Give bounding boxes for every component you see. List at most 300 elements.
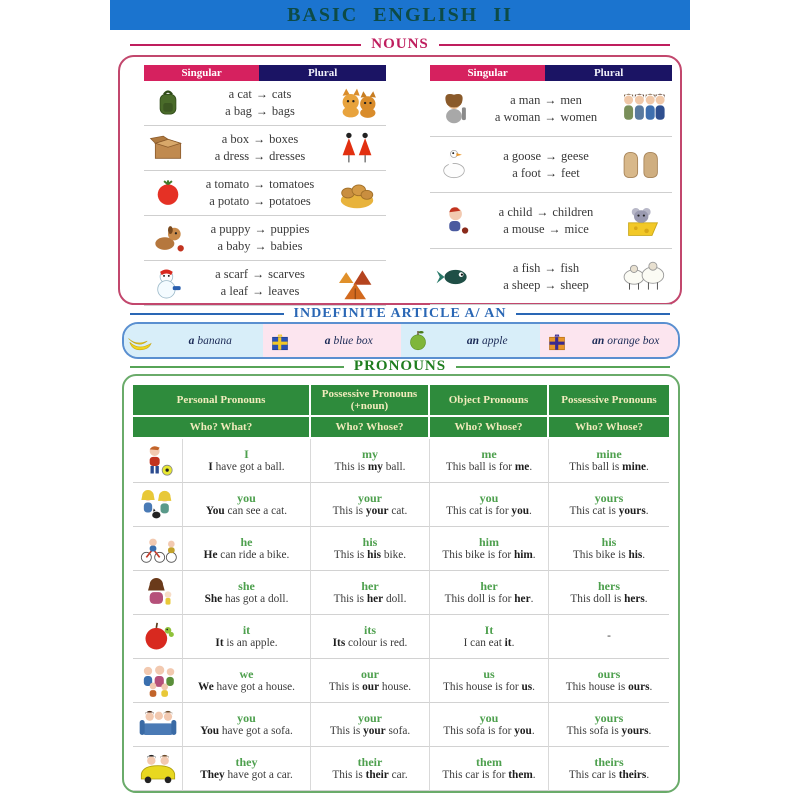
pronoun-cell [430, 615, 549, 659]
arrow-icon: → [545, 165, 558, 180]
boys-on-bikes-icon [138, 531, 178, 567]
noun-pair [225, 104, 295, 119]
arrow-icon: → [253, 132, 266, 146]
noun-pairs [478, 205, 614, 237]
pronoun-sentence [607, 630, 611, 643]
pronoun-cell [183, 703, 311, 747]
sentence-pre: This is [332, 769, 366, 781]
singular-word: a bag [225, 104, 252, 118]
pronoun-sentence [443, 681, 535, 694]
pronoun-cell [430, 439, 549, 483]
pronoun-sentence [446, 461, 532, 474]
noun-pair [211, 222, 310, 237]
pronoun-cell [183, 659, 311, 703]
noun-pair [229, 87, 292, 102]
pronoun-row-icon-cell [133, 747, 183, 791]
pronoun-sentence [204, 549, 290, 562]
sentence-bold: you [511, 505, 530, 517]
singular-word: a cat [228, 87, 252, 101]
sentence-pre: This house is [565, 681, 629, 693]
arrow-icon: → [252, 267, 265, 281]
noun-pairs [192, 267, 328, 299]
sentence-bold: Its [332, 637, 346, 649]
pronoun-sentence [442, 769, 535, 782]
pronoun-row-icon-cell [133, 527, 183, 571]
noun-row [144, 216, 386, 261]
pronoun-word: him [478, 535, 499, 549]
pronoun-cell [430, 747, 549, 791]
sentence-pre: This cat is for [446, 505, 512, 517]
plural-word: geese [561, 148, 589, 163]
singular-header: Singular [144, 65, 259, 81]
two-feet-icon [614, 147, 672, 183]
sentence-post: car. [388, 769, 408, 781]
sentence-pre: This ball is [569, 461, 623, 473]
sentence-post: . [644, 593, 648, 605]
noun-pairs [192, 87, 328, 119]
arrow-icon: → [255, 104, 268, 118]
puppy-icon [144, 220, 192, 256]
pronoun-cell [311, 659, 430, 703]
noun-pairs [478, 149, 614, 181]
noun-row [430, 249, 672, 305]
pronoun-word: you [479, 711, 499, 725]
plural-word: potatoes [269, 194, 311, 208]
arrow-icon: → [253, 177, 266, 191]
pronoun-row-icon-cell [133, 439, 183, 483]
pronoun-column-question: Who? Whose? [430, 417, 549, 439]
pronoun-cell [183, 747, 311, 791]
sentence-bold: his [628, 549, 643, 561]
nouns-box [118, 55, 682, 305]
singular-word: a baby [217, 239, 251, 253]
pronoun-sentence [200, 725, 293, 738]
sentence-bold: They [200, 769, 225, 781]
pronoun-row-icon-cell [133, 659, 183, 703]
sentence-bold: her [366, 593, 384, 605]
sentence-pre: This sofa is [566, 725, 622, 737]
pronoun-word: mine [596, 447, 622, 461]
sentence-pre: This ball is for [445, 461, 515, 473]
article-item [401, 324, 540, 357]
pronoun-row-icon-cell [133, 483, 183, 527]
pronoun-sentence [333, 637, 408, 650]
sentence-bold: yours [618, 505, 646, 517]
plural-word: tomatoes [269, 177, 315, 191]
sentence-bold: him [513, 549, 533, 561]
sentence-post: . [646, 769, 650, 781]
arrow-icon: → [252, 284, 265, 298]
singular-word: a box [221, 132, 250, 146]
noun-row [144, 261, 386, 306]
autumn-leaves-icon [328, 265, 386, 301]
nouns-table-right-header [430, 65, 672, 81]
sentence-bold: theirs [618, 769, 647, 781]
arrow-icon: → [536, 204, 549, 219]
sentence-bold: your [363, 725, 386, 737]
pronoun-sentence [446, 505, 532, 518]
pronoun-cell [549, 747, 669, 791]
singular-word: a potato [209, 194, 250, 208]
pronoun-cell [183, 571, 311, 615]
pronoun-word: they [235, 755, 258, 769]
pronoun-cell [549, 571, 669, 615]
singular-word: a puppy [210, 222, 251, 236]
pronoun-sentence [569, 505, 648, 518]
sentence-bold: You [205, 505, 225, 517]
sentence-post: . [645, 505, 649, 517]
child-icon [430, 203, 478, 239]
noun-pair [499, 205, 594, 220]
page-title: BASIC ENGLISH II [287, 3, 513, 26]
pronoun-row-icon-cell [133, 703, 183, 747]
pronoun-sentence [335, 461, 406, 474]
pronoun-sentence [445, 593, 534, 606]
sentence-pre: This cat is [569, 505, 619, 517]
nouns-table-right-rows [430, 81, 672, 305]
pronoun-word: his [362, 535, 378, 549]
pronoun-sentence [334, 549, 406, 562]
pronoun-column-question: Who? Whose? [549, 417, 669, 439]
article-noun: banana [197, 334, 232, 347]
arrow-icon: → [254, 222, 267, 236]
pronoun-word: yours [594, 491, 624, 505]
pronoun-cell [430, 483, 549, 527]
pronoun-sentence [464, 637, 515, 650]
plural-word: leaves [268, 284, 300, 298]
blue-gift-box-icon [263, 323, 297, 359]
sentence-post: . [642, 549, 646, 561]
noun-pairs [192, 222, 328, 254]
mouse-cheese-icon [614, 203, 672, 239]
sentence-post: ball. [382, 461, 406, 473]
article-label [435, 335, 540, 347]
two-cats-icon [328, 85, 386, 121]
sentence-pre: This is [334, 461, 368, 473]
pronoun-sentence [215, 637, 277, 650]
pronoun-word: them [476, 755, 502, 769]
sentence-pre: This car is for [442, 769, 509, 781]
pronoun-word: it [242, 623, 251, 637]
pronoun-word: I [244, 447, 249, 461]
pronoun-word: theirs [594, 755, 624, 769]
noun-pair [513, 261, 579, 276]
people-in-car-icon [138, 751, 178, 787]
nouns-table-right [430, 65, 672, 305]
sentence-bold: You [200, 725, 220, 737]
sentence-bold: She [204, 593, 223, 605]
article-noun: apple [482, 334, 508, 347]
noun-pair [218, 239, 303, 254]
pronoun-sentence [573, 549, 645, 562]
sentence-bold: me [514, 461, 530, 473]
pronoun-cell [311, 571, 430, 615]
plural-word: scarves [268, 267, 305, 281]
sentence-bold: yours [621, 725, 649, 737]
singular-word: a leaf [220, 284, 249, 298]
plural-word: babies [270, 239, 303, 253]
noun-pairs [192, 177, 328, 209]
article-noun: orange box [607, 334, 660, 347]
arrow-icon: → [545, 148, 558, 163]
orange-gift-box-icon [540, 323, 574, 359]
arrow-icon: → [255, 87, 268, 101]
sentence-post: have got a car. [224, 769, 293, 781]
article-label [297, 335, 402, 347]
sentence-post: . [532, 769, 536, 781]
column-title-text: Object Pronouns [448, 394, 529, 406]
sentence-post: have got a sofa. [219, 725, 293, 737]
family-icon [138, 663, 178, 699]
nouns-heading-label: NOUNS [371, 36, 429, 52]
caveman-icon [430, 91, 478, 127]
article-item [263, 324, 402, 357]
sentence-post: can see a cat. [224, 505, 288, 517]
sentence-post: has got a doll. [222, 593, 289, 605]
pronoun-sentence [330, 725, 410, 738]
noun-pair [495, 110, 597, 125]
sentence-post: . [532, 549, 536, 561]
pronoun-word: we [239, 667, 254, 681]
sentence-post: . [649, 681, 653, 693]
article-word: an [466, 334, 480, 347]
plural-word: men [560, 92, 582, 107]
pronoun-sentence [198, 681, 295, 694]
two-dresses-icon [328, 130, 386, 166]
pronouns-heading-label: PRONOUNS [353, 358, 447, 374]
sentence-post: . [532, 681, 535, 693]
pronoun-cell [311, 527, 430, 571]
plural-word: dresses [269, 149, 306, 163]
arrow-icon: → [544, 277, 557, 292]
sentence-post: have got a ball. [212, 461, 285, 473]
green-apple-icon [401, 323, 435, 359]
pronoun-sentence [569, 769, 649, 782]
pronoun-cell [430, 571, 549, 615]
sentence-post: cat. [388, 505, 408, 517]
sentence-post: colour is red. [345, 637, 408, 649]
article-strip [122, 322, 680, 359]
noun-pair [215, 267, 305, 282]
pronoun-cell [549, 439, 669, 483]
pronoun-sentence [570, 593, 647, 606]
sentence-bold: us [521, 681, 533, 693]
sentence-bold: her [514, 593, 531, 605]
pronoun-cell [430, 703, 549, 747]
potatoes-icon [328, 175, 386, 211]
pronoun-word: she [238, 579, 255, 593]
pronoun-row-icon-cell [133, 571, 183, 615]
article-heading [120, 306, 680, 322]
sentence-bold: my [367, 461, 383, 473]
title-banner [110, 0, 690, 30]
sentence-post: . [511, 637, 515, 649]
sentence-bold: their [365, 769, 389, 781]
pronoun-word: us [483, 667, 495, 681]
sentence-post: . [530, 593, 534, 605]
singular-word: a man [510, 92, 541, 107]
noun-row [430, 193, 672, 249]
fish-icon [430, 259, 478, 295]
pronoun-cell [183, 527, 311, 571]
arrow-icon: → [253, 194, 266, 208]
noun-pairs [192, 132, 328, 164]
noun-pair [209, 194, 311, 209]
noun-pair [221, 284, 300, 299]
pronoun-cell [549, 659, 669, 703]
pronoun-cell [311, 615, 430, 659]
tomato-icon [144, 175, 192, 211]
singular-word: a woman [494, 109, 541, 124]
bananas-icon [124, 323, 158, 359]
pronoun-word: your [358, 491, 382, 505]
sentence-pre: This doll is [570, 593, 625, 605]
singular-word: a sheep [503, 277, 541, 292]
pronoun-sentence [332, 769, 407, 782]
pronouns-body [133, 439, 669, 791]
noun-pair [503, 278, 589, 293]
arrow-icon: → [544, 92, 557, 107]
sentence-bold: ours [628, 681, 650, 693]
plural-word: bags [271, 104, 295, 118]
pronouns-header-titles [133, 385, 669, 417]
singular-word: a fish [512, 260, 541, 275]
plural-word: puppies [270, 222, 310, 236]
noun-pair [222, 132, 299, 147]
pronoun-cell [549, 615, 669, 659]
sentence-post: sofa. [385, 725, 411, 737]
plural-header: Plural [545, 65, 672, 81]
sentence-pre: This car is [568, 769, 619, 781]
noun-row [430, 137, 672, 193]
noun-pair [510, 93, 582, 108]
pronoun-column-question: Who? Whose? [311, 417, 430, 439]
sentence-pre: This is [333, 549, 368, 561]
sentence-post: is an apple. [223, 637, 278, 649]
sentence-post: . [646, 461, 649, 473]
column-title-text: Possessive Pronouns [321, 388, 418, 400]
sentence-post: have got a house. [213, 681, 295, 693]
column-title-text: Possessive Pronouns [561, 394, 657, 406]
sentence-pre: This house is for [443, 681, 522, 693]
pronoun-sentence [200, 769, 293, 782]
sentence-bold: you [514, 725, 532, 737]
pronoun-cell [183, 483, 311, 527]
singular-word: a goose [503, 148, 542, 163]
pronoun-cell [430, 527, 549, 571]
singular-word: a child [498, 204, 533, 219]
singular-header: Singular [430, 65, 545, 81]
noun-pair [503, 222, 589, 237]
pronoun-word: my [362, 447, 378, 461]
sentence-post: . [531, 725, 535, 737]
pronoun-column-title [133, 385, 311, 417]
pronoun-word: you [479, 491, 499, 505]
noun-pair [215, 149, 305, 164]
pronoun-sentence [206, 505, 287, 518]
pronoun-cell [549, 703, 669, 747]
pronoun-word: yours [594, 711, 624, 725]
pronoun-sentence [442, 549, 535, 562]
sentence-bold: our [362, 681, 380, 693]
pronoun-column-title [311, 385, 430, 417]
pronoun-cell [430, 659, 549, 703]
pronoun-word: It [484, 623, 494, 637]
pronoun-column-title [549, 385, 669, 417]
sentence-bold: your [365, 505, 389, 517]
pronouns-table [133, 385, 669, 791]
apple-with-worm-icon [138, 619, 178, 655]
pronoun-word: you [237, 491, 256, 505]
article-item [124, 324, 263, 357]
nouns-heading [120, 36, 680, 53]
family-on-sofa-icon [138, 707, 178, 743]
sentence-bold: We [198, 681, 214, 693]
pronoun-column-title [430, 385, 549, 417]
pronoun-row-icon-cell [133, 615, 183, 659]
sentence-pre: This is [333, 593, 367, 605]
sentence-bold: He [203, 549, 218, 561]
sentence-pre: This is [332, 505, 366, 517]
pronoun-sentence [208, 461, 284, 474]
pronoun-cell [311, 747, 430, 791]
pronoun-word: your [358, 711, 382, 725]
article-word: an [592, 334, 605, 347]
four-women-icon [614, 91, 672, 127]
singular-word: a scarf [215, 267, 249, 281]
pronouns-box [122, 374, 680, 793]
article-heading-label: INDEFINITE ARTICLE A/ AN [293, 306, 507, 321]
sentence-post: can ride a bike. [217, 549, 290, 561]
pronoun-word: me [481, 447, 497, 461]
pronoun-cell [311, 703, 430, 747]
noun-pair [503, 149, 589, 164]
pronoun-sentence [334, 593, 407, 606]
arrow-icon: → [548, 221, 561, 236]
article-item [540, 324, 679, 357]
noun-pairs [478, 261, 614, 293]
sentence-pre: This bike is for [442, 549, 514, 561]
pronoun-sentence [205, 593, 289, 606]
pronoun-word: he [240, 535, 253, 549]
pronoun-cell [183, 615, 311, 659]
singular-word: a mouse [503, 221, 545, 236]
sentence-post: doll. [383, 593, 407, 605]
nouns-table-left-header [144, 65, 386, 81]
column-title-extra: (+noun) [350, 400, 389, 412]
article-word: a [188, 334, 195, 347]
noun-row [144, 81, 386, 126]
backpack-icon [144, 85, 192, 121]
arrow-icon: → [544, 260, 557, 275]
girls-with-cat-icon [138, 487, 178, 523]
sentence-post: . [529, 461, 533, 473]
pronoun-word: our [361, 667, 379, 681]
sentence-bold: his [367, 549, 381, 561]
pronoun-word: ours [597, 667, 621, 681]
noun-row [144, 171, 386, 216]
pronoun-cell [311, 439, 430, 483]
pronoun-sentence [566, 681, 653, 694]
girl-with-doll-icon [138, 575, 178, 611]
two-sheep-icon [614, 259, 672, 295]
pronoun-word: his [601, 535, 617, 549]
pronoun-word: its [364, 623, 376, 637]
sentence-pre: This is [328, 681, 363, 693]
pronoun-word: her [480, 579, 498, 593]
article-label [574, 335, 679, 347]
pronoun-word: their [357, 755, 383, 769]
